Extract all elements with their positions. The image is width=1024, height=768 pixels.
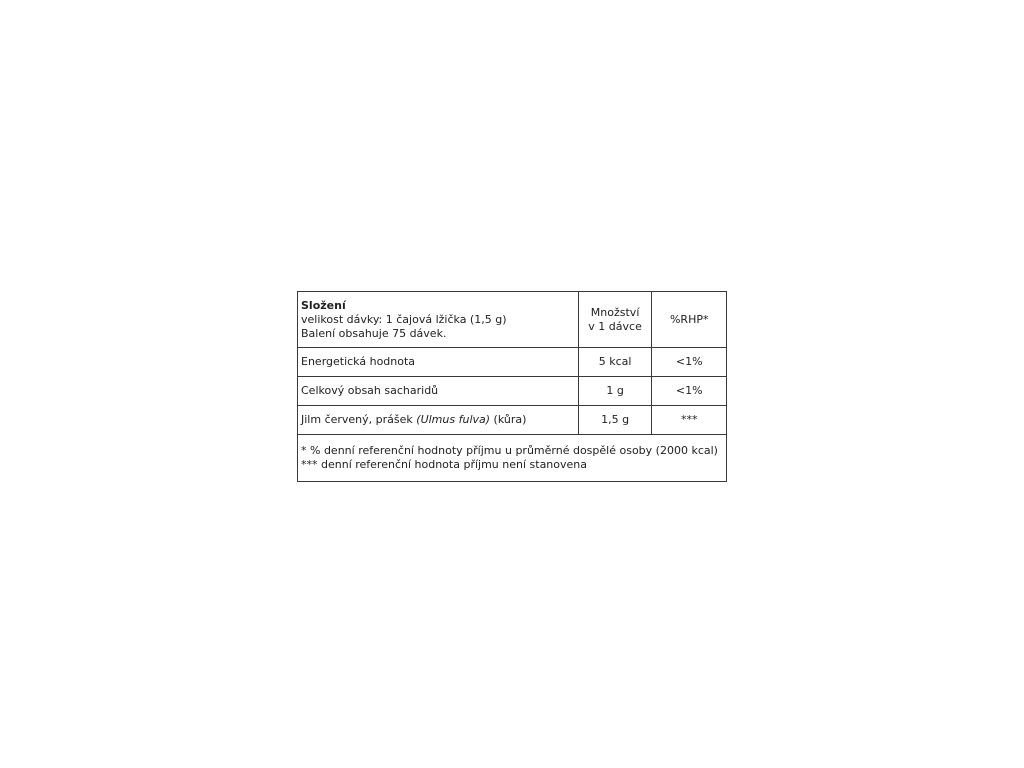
ingredient-name-cell [298,406,579,435]
nutrient-name: Energetická hodnota [298,348,579,377]
composition-title: Složení [301,298,346,312]
ingredient-rhp: *** [652,406,727,435]
footnote-row [298,435,727,482]
nutrient-amount: 1 g [578,377,652,406]
nutrient-rhp: <1% [652,377,727,406]
nutrient-rhp: <1% [652,348,727,377]
table-row [298,406,727,435]
ingredient-latin-name: (Ulmus fulva) [416,413,491,426]
table-row [298,348,727,377]
table-row [298,377,727,406]
footnote-cell [298,435,727,482]
ingredient-amount: 1,5 g [578,406,652,435]
ingredient-name-suffix: (kůra) [493,413,527,426]
amount-header-cell [578,292,652,348]
amount-header-line2: v 1 dávce [588,319,642,333]
package-contents: Balení obsahuje 75 dávek. [301,326,447,340]
amount-header-line1: Množství [590,305,640,319]
nutrition-table [297,291,727,482]
rhp-header-cell: %RHP* [652,292,727,348]
nutrient-amount: 5 kcal [578,348,652,377]
nutrient-name: Celkový obsah sacharidů [298,377,579,406]
table-header-row [298,292,727,348]
serving-size: velikost dávky: 1 čajová lžička (1,5 g) [301,312,507,326]
ingredient-name: Jilm červený, prášek [301,413,413,426]
composition-header-cell [298,292,579,348]
footnote-rhp: * % denní referenční hodnoty příjmu u průměrné dospělé osoby (2000 kcal) [301,444,718,457]
footnote-not-set: *** denní referenční hodnota příjmu není stanovena [301,458,587,471]
